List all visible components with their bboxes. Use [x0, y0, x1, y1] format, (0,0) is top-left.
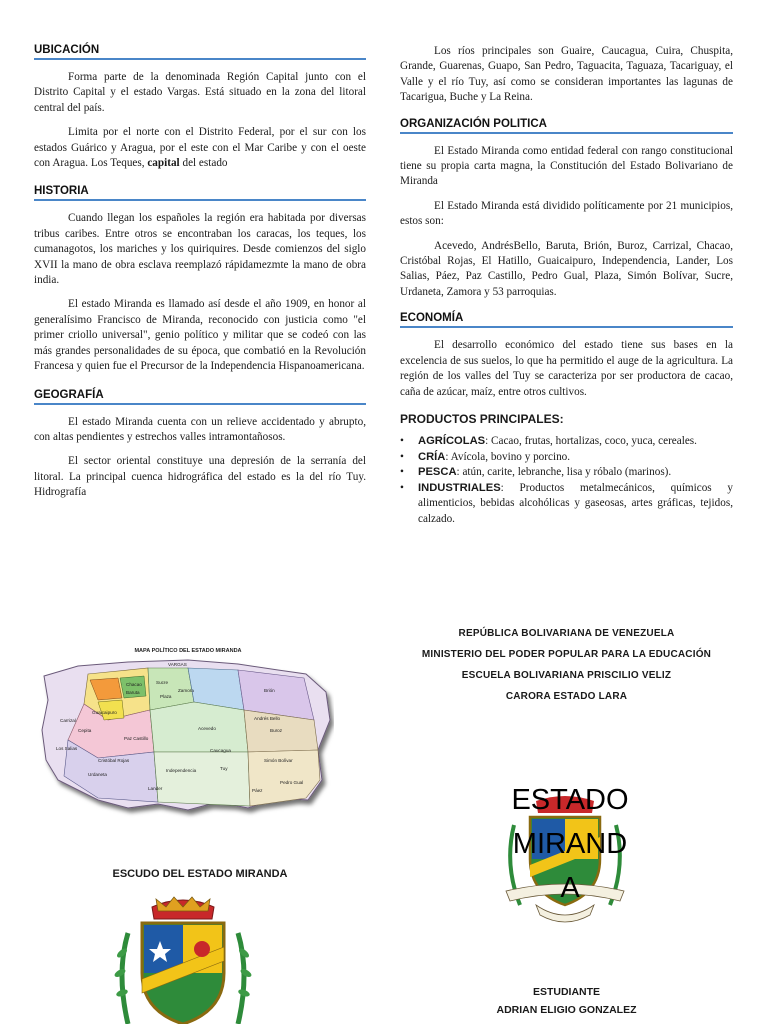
heading-economia: ECONOMÍA	[400, 312, 733, 328]
product-label: PESCA	[418, 466, 457, 479]
coat-of-arms-large	[108, 893, 258, 1024]
product-text: : atún, carite, lebranche, lisa y róbalo (marinos).	[456, 466, 672, 479]
bullet-icon: •	[400, 450, 404, 463]
map-label-andres-bello: Andrés Bello	[254, 716, 281, 721]
rios-paragraph: Los ríos principales son Guaire, Caucagua, Cuira, Chuspita, Grande, Guarenas, Guapo, San Pedro, Taguacita, Taguaza, Tacariguay, el Valle y el río Tuy, así como se consideran importantes las lagunas de Tacarigua, Buche y La Reina.	[400, 45, 733, 104]
list-item	[400, 481, 733, 528]
geografia-paragraph-1: El estado Miranda cuenta con un relieve accidentado y abrupto, con altas pendientes y estrechos valles intramontañosos.	[34, 415, 366, 443]
ubicacion-p2-text: Limita por el norte con el Distrito Federal, por el sur con los estados Guárico y Aragua, por el este con el Mar Caribe y con el oeste con Aragua. Los Teques,	[34, 126, 366, 170]
heading-historia: HISTORIA	[34, 185, 366, 201]
map-label-los-salias: Los Salias	[56, 746, 78, 751]
cover-line-ciudad: CARORA ESTADO LARA	[505, 691, 628, 702]
coat-of-arms-icon	[108, 893, 258, 1024]
bullet-icon: •	[400, 481, 404, 494]
map-label-paez: Páez	[252, 788, 263, 793]
cover-header	[400, 628, 733, 712]
cover-line-republica: REPÚBLICA BOLIVARIANA DE VENEZUELA	[458, 628, 675, 639]
map-label-cepita: Cepita	[78, 728, 92, 733]
map-label-zamora: Zamora	[178, 688, 194, 693]
heading-organizacion: ORGANIZACIÓN POLITICA	[400, 118, 733, 134]
ubicacion-paragraph-1: Forma parte de la denominada Región Capital junto con el Distrito Capital y el estado Vargas. Está situado en la zona del litoral central del país.	[34, 71, 366, 114]
list-item	[400, 434, 733, 450]
map-label-guaicaipuro: Guaicaipuro	[92, 710, 117, 715]
ubicacion-p2-end: del estado	[179, 157, 228, 170]
heading-geografia: GEOGRAFÍA	[34, 389, 366, 405]
map-label-paz-castillo: Paz Castillo	[124, 736, 149, 741]
organizacion-paragraph-3: Acevedo, AndrésBello, Baruta, Brión, Buroz, Carrizal, Chacao, Cristóbal Rojas, El Hatillo, Guaicaipuro, Independencia, Lander, Los Salias, Páez, Paz Castillo, Pedro Gual, Plaza, Simón Bolívar, Sucre, Urdaneta, Zamora y 53 parroquias.	[400, 239, 733, 298]
cover-title-line-2: MIRAND	[512, 828, 628, 860]
bullet-icon: •	[400, 434, 404, 447]
productos-list	[400, 434, 733, 528]
map-label-cristobal-rojas: Cristóbal Rojas	[98, 758, 130, 763]
map-label-buroz: Buroz	[270, 728, 283, 733]
map-illustration	[38, 640, 334, 820]
map-label-pedro-gual: Pedro Gual	[280, 780, 304, 785]
product-label: CRÍA	[418, 450, 446, 463]
bullet-icon: •	[400, 466, 404, 479]
ubicacion-p2-bold: capital	[147, 157, 180, 170]
productos-title: PRODUCTOS PRINCIPALES:	[400, 411, 564, 426]
map-label-brion: Brión	[264, 688, 275, 693]
product-text: : Cacao, frutas, hortalizas, coco, yuca, cereales.	[485, 434, 697, 447]
historia-paragraph-2: El estado Miranda es llamado así desde el año 1909, en honor al generalísimo Francisco de Miranda, reconocido con justicia como "el primer criollo universal", genio político y militar que se codeó con las más grandes personalidades de su época, que combatió en la Revolución Francesa y quien fue el Precursor de la Independencia Hispanoamericana.	[34, 298, 366, 373]
map-label-carrizal: Carrizal	[60, 718, 76, 723]
student-label: ESTUDIANTE	[532, 986, 601, 998]
historia-paragraph-1: Cuando llegan los españoles la región era habitada por diversas tribus caribes. Entre otros se encontraban los caracas, los teques, los cumanagotos, los mariches y los quiriquires. Desde comienzos del siglo XVII la mano de obra esclava reemplazó rápidamezmte la mano de obra india.	[34, 212, 366, 287]
list-item	[400, 450, 733, 466]
geografia-paragraph-2: El sector oriental constituye una depresión de la serranía del litoral. La principal cuenca hidrográfica del estado es la del río Tuy. Hidrografía	[34, 455, 366, 499]
map-label-simon-bolivar: Simón Bolívar	[264, 758, 293, 763]
map-label-tuy: Tuy	[220, 766, 228, 771]
map-label-independencia: Independencia	[166, 768, 197, 773]
map-label-chacao: Chacao	[126, 682, 142, 687]
map-label-plaza: Plaza	[160, 694, 172, 699]
left-column	[34, 0, 366, 510]
organizacion-paragraph-2: El Estado Miranda está dividido políticamente por 21 municipios, estos son:	[400, 199, 733, 228]
product-label: AGRÍCOLAS	[418, 434, 486, 447]
map-label-caucagua: Caucagua	[210, 748, 231, 753]
miranda-political-map	[38, 640, 334, 820]
right-column	[400, 0, 733, 527]
map-label-sucre: Sucre	[156, 680, 169, 685]
list-item	[400, 465, 733, 481]
economia-paragraph-1: El desarrollo económico del estado tiene sus bases en la excelencia de sus suelos, lo que ha permitido el auge de la agricultura. La región de los valles del Tuy se caracteriza por ser productora de cacao, caña de azúcar, maíz, entre otros cultivos.	[400, 339, 733, 398]
cover-line-escuela: ESCUELA BOLIVARIANA PRISCILIO VELIZ	[461, 670, 672, 681]
product-label: INDUSTRIALES	[418, 481, 501, 494]
map-label-baruta: Baruta	[126, 690, 140, 695]
heading-ubicacion: UBICACIÓN	[34, 44, 366, 60]
map-title: MAPA POLÍTICO DEL ESTADO MIRANDA	[134, 648, 242, 654]
map-label-urdaneta: Urdaneta	[88, 772, 107, 777]
cover-title-line-3: A	[560, 872, 580, 904]
escudo-caption: ESCUDO DEL ESTADO MIRANDA	[112, 868, 288, 880]
product-text: : Avícola, bovino y porcino.	[445, 450, 571, 463]
map-label-lander: Lander	[148, 786, 163, 791]
product-text: : Productos metalmecánicos, químicos y alimenticios, bebidas alcohólicas y gaseosas, artes gráficas, tejidos, calzado.	[418, 481, 733, 525]
cover-line-ministerio: MINISTERIO DEL PODER POPULAR PARA LA EDUCACIÓN	[421, 649, 712, 660]
map-label-acevedo: Acevedo	[198, 726, 216, 731]
cover-title	[470, 778, 670, 910]
student-name: ADRIAN ELIGIO GONZALEZ	[496, 1004, 637, 1016]
map-label-vargas: VARGAS	[168, 662, 187, 667]
student-block	[400, 986, 733, 1022]
ubicacion-paragraph-2	[34, 125, 366, 171]
cover-title-line-1: ESTADO	[511, 784, 629, 816]
organizacion-paragraph-1: El Estado Miranda como entidad federal con rango constitucional tiene su propia carta magna, la Constitución del Estado Bolivariano de Miranda	[400, 144, 733, 188]
